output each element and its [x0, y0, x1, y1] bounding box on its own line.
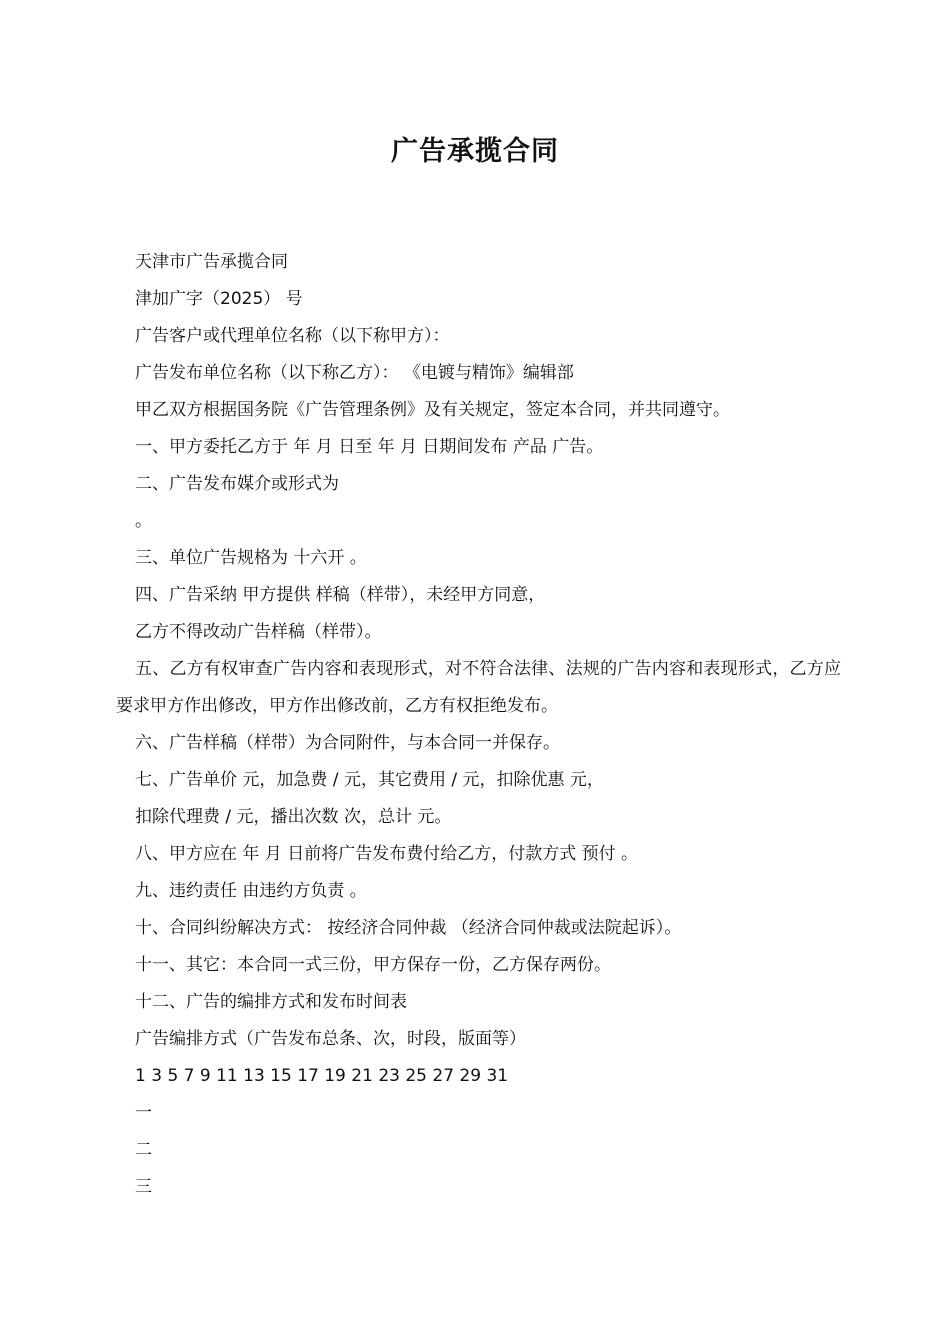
clause-4: 四、广告采纳 甲方提供 样稿（样带），未经甲方同意，: [135, 585, 546, 605]
clause-9: 九、违约责任 由违约方负责 。: [135, 881, 367, 901]
clause-8: 八、甲方应在 年 月 日前将广告发布费付给乙方，付款方式 预付 。: [135, 844, 639, 864]
schedule-heading: 广告编排方式（广告发布总条、次，时段，版面等）: [135, 1029, 526, 1049]
document-body: [116, 244, 841, 1206]
document-title: 广告承揽合同: [391, 136, 559, 167]
clause-11: 十一、其它：本合同一式三份，甲方保存一份，乙方保存两份。: [135, 955, 611, 975]
schedule-row-1: 一: [135, 1103, 152, 1123]
clause-5: 五、乙方有权审查广告内容和表现形式，对不符合法律、法规的广告内容和表现形式，乙方应要求甲方作出修改，甲方作出修改前，乙方有权拒绝发布。: [116, 659, 841, 716]
paragraph-party-a: 广告客户或代理单位名称（以下称甲方）：: [135, 326, 450, 346]
clause-1: 一、甲方委托乙方于 年 月 日至 年 月 日期间发布 产品 广告。: [135, 437, 604, 457]
clause-10: 十、合同纠纷解决方式： 按经济合同仲裁 （经济合同仲裁或法院起诉）。: [135, 918, 682, 938]
clause-12: 十二、广告的编排方式和发布时间表: [135, 992, 407, 1012]
clause-2: 二、广告发布媒介或形式为: [135, 474, 339, 494]
clause-2-continued: 。: [135, 511, 152, 531]
clause-7-continued: 扣除代理费 / 元，播出次数 次，总计 元。: [135, 807, 452, 827]
schedule-day-numbers: 1 3 5 7 9 11 13 15 17 19 21 23 25 27 29 31: [135, 1066, 509, 1086]
paragraph-contract-name: 天津市广告承揽合同: [135, 252, 288, 272]
paragraph-contract-number: 津加广字（2025） 号: [135, 289, 303, 309]
paragraph-party-b: 广告发布单位名称（以下称乙方）： 《电镀与精饰》编辑部: [135, 363, 574, 383]
paragraph-preamble: 甲乙双方根据国务院《广告管理条例》及有关规定，签定本合同，并共同遵守。: [135, 400, 730, 420]
clause-3: 三、单位广告规格为 十六开 。: [135, 548, 367, 568]
clause-6: 六、广告样稿（样带）为合同附件，与本合同一并保存。: [135, 733, 560, 753]
schedule-row-3: 三: [135, 1177, 152, 1197]
schedule-row-2: 二: [135, 1140, 152, 1160]
clause-7: 七、广告单价 元，加急费 / 元，其它费用 / 元，扣除优惠 元，: [135, 770, 604, 790]
clause-4-continued: 乙方不得改动广告样稿（样带）。: [135, 622, 382, 642]
